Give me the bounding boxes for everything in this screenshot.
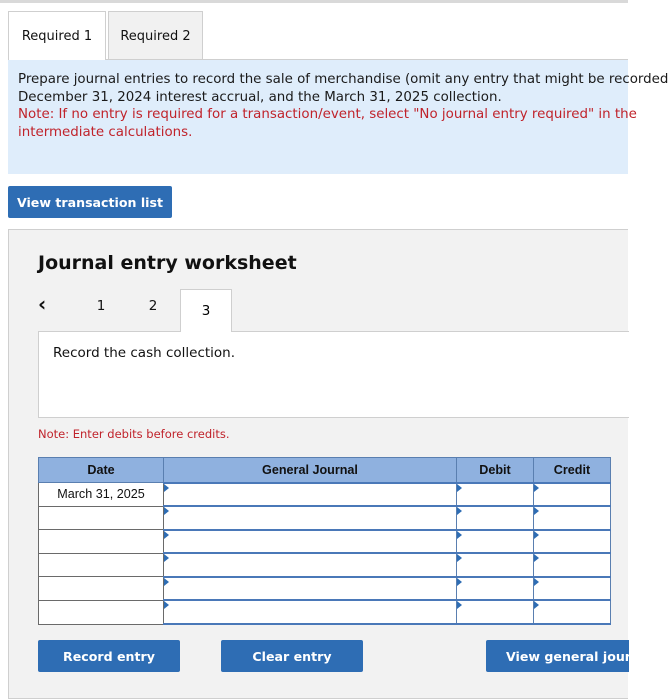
date-cell bbox=[39, 600, 164, 624]
worksheet-page-2[interactable]: 2 bbox=[148, 298, 158, 314]
date-cell bbox=[39, 577, 164, 601]
worksheet-page-3-label: 3 bbox=[201, 303, 211, 319]
tab-required-2[interactable]: Required 2 bbox=[108, 11, 203, 60]
journal-row bbox=[39, 483, 611, 507]
credit-input[interactable] bbox=[534, 506, 611, 530]
date-cell bbox=[39, 506, 164, 530]
account-select[interactable] bbox=[164, 600, 457, 624]
header-general-journal: General Journal bbox=[164, 458, 457, 483]
instruction-note-line-2: intermediate calculations. bbox=[18, 124, 193, 140]
journal-grid bbox=[38, 457, 611, 625]
debit-input[interactable] bbox=[457, 506, 534, 530]
journal-entry-worksheet bbox=[8, 229, 653, 699]
credit-input[interactable] bbox=[534, 483, 611, 507]
top-divider bbox=[0, 0, 628, 3]
instruction-line-1: Prepare journal entries to record the sale of merchandise (omit any entry that might be recorded bbox=[18, 72, 668, 87]
credit-input[interactable] bbox=[534, 577, 611, 601]
debit-input[interactable] bbox=[457, 553, 534, 577]
date-cell bbox=[39, 530, 164, 554]
instruction-line-2: December 31, 2024 interest accrual, and the March 31, 2025 collection. bbox=[18, 89, 502, 105]
chevron-left-icon[interactable]: ‹ bbox=[38, 292, 47, 316]
clear-entry-button[interactable]: Clear entry bbox=[221, 640, 363, 672]
journal-row bbox=[39, 506, 611, 530]
date-cell: March 31, 2025 bbox=[39, 483, 164, 507]
date-cell bbox=[39, 553, 164, 577]
debits-credits-note: Note: Enter debits before credits. bbox=[38, 427, 230, 441]
credit-input[interactable] bbox=[534, 530, 611, 554]
worksheet-page-3[interactable] bbox=[180, 289, 232, 332]
record-entry-button[interactable]: Record entry bbox=[38, 640, 180, 672]
transaction-description bbox=[38, 331, 629, 418]
debit-input[interactable] bbox=[457, 600, 534, 624]
worksheet-title: Journal entry worksheet bbox=[38, 252, 297, 274]
tab-required-1[interactable]: Required 1 bbox=[8, 11, 106, 60]
header-credit: Credit bbox=[534, 458, 611, 483]
account-select[interactable] bbox=[164, 483, 457, 507]
account-select[interactable] bbox=[164, 506, 457, 530]
journal-header-row bbox=[39, 458, 611, 483]
instruction-note-line-1: Note: If no entry is required for a transaction/event, select "No journal entry required" in the bbox=[18, 107, 637, 122]
credit-input[interactable] bbox=[534, 553, 611, 577]
account-select[interactable] bbox=[164, 553, 457, 577]
worksheet-page-1[interactable]: 1 bbox=[96, 298, 106, 314]
transaction-description-text: Record the cash collection. bbox=[53, 345, 236, 361]
journal-row bbox=[39, 530, 611, 554]
account-select[interactable] bbox=[164, 530, 457, 554]
view-general-journal-button[interactable]: View general journal bbox=[486, 640, 629, 672]
account-select[interactable] bbox=[164, 577, 457, 601]
journal-row bbox=[39, 553, 611, 577]
journal-row bbox=[39, 577, 611, 601]
debit-input[interactable] bbox=[457, 577, 534, 601]
header-date: Date bbox=[39, 458, 164, 483]
header-debit: Debit bbox=[457, 458, 534, 483]
debit-input[interactable] bbox=[457, 530, 534, 554]
instructions-panel bbox=[8, 59, 668, 174]
debit-input[interactable] bbox=[457, 483, 534, 507]
journal-row bbox=[39, 600, 611, 624]
view-transaction-list-button[interactable]: View transaction list bbox=[8, 186, 172, 218]
credit-input[interactable] bbox=[534, 600, 611, 624]
